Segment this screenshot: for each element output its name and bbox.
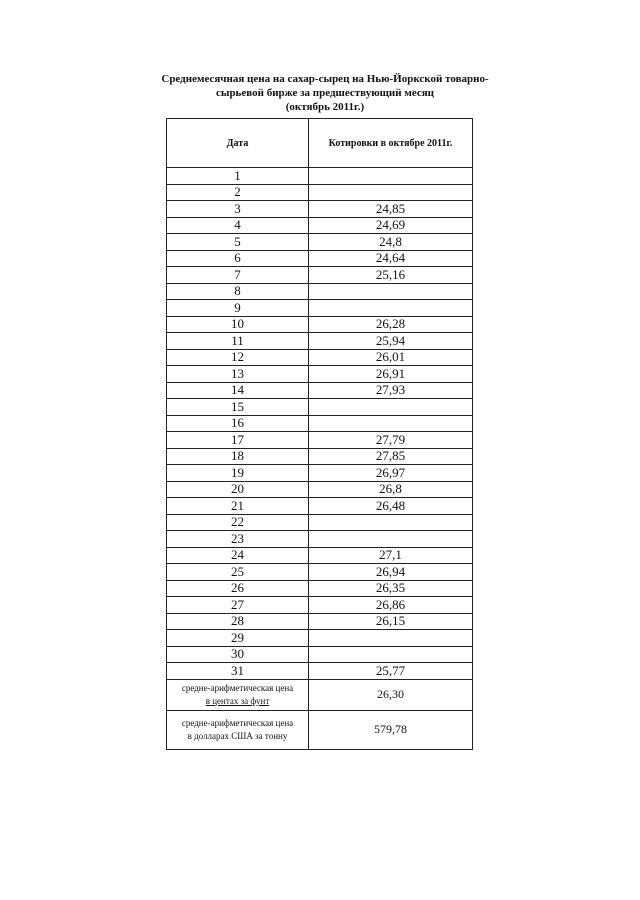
day-cell: 30: [167, 646, 309, 663]
table-row: [167, 547, 473, 564]
day-cell: 24: [167, 547, 309, 564]
summary-label-dollars: [167, 710, 309, 749]
day-cell: 3: [167, 201, 309, 218]
quote-cell: 25,77: [309, 663, 473, 680]
quote-cell: 25,16: [309, 267, 473, 284]
quote-cell: 26,94: [309, 564, 473, 581]
table-row: [167, 201, 473, 218]
day-cell: 28: [167, 613, 309, 630]
day-cell: 19: [167, 465, 309, 482]
table-row: [167, 217, 473, 234]
day-cell: 25: [167, 564, 309, 581]
day-cell: 17: [167, 432, 309, 449]
table-row: [167, 300, 473, 317]
quote-cell: [309, 630, 473, 647]
title-line-3: (октябрь 2011г.): [285, 101, 365, 113]
day-cell: 1: [167, 168, 309, 185]
table-row: [167, 498, 473, 515]
quote-cell: 26,28: [309, 316, 473, 333]
day-cell: 23: [167, 531, 309, 548]
summary-row-cents: [167, 679, 473, 710]
quote-cell: [309, 399, 473, 416]
quote-cell: 24,85: [309, 201, 473, 218]
quote-cell: 27,79: [309, 432, 473, 449]
day-cell: 13: [167, 366, 309, 383]
day-cell: 31: [167, 663, 309, 680]
summary-label-cents-line1: средне-арифметическая цена: [181, 682, 294, 693]
quotes-table: [166, 118, 473, 750]
table-row: [167, 531, 473, 548]
quote-cell: 24,64: [309, 250, 473, 267]
day-cell: 15: [167, 399, 309, 416]
summary-label-cents-line2: в центах за фунт: [205, 695, 270, 706]
day-cell: 29: [167, 630, 309, 647]
quote-cell: 24,69: [309, 217, 473, 234]
table-body: [167, 168, 473, 750]
day-cell: 12: [167, 349, 309, 366]
day-cell: 10: [167, 316, 309, 333]
day-cell: 22: [167, 514, 309, 531]
quote-cell: 24,8: [309, 234, 473, 251]
day-cell: 6: [167, 250, 309, 267]
summary-value-dollars: 579,78: [309, 710, 473, 749]
quote-cell: [309, 646, 473, 663]
day-cell: 16: [167, 415, 309, 432]
quote-cell: 26,35: [309, 580, 473, 597]
day-cell: 2: [167, 184, 309, 201]
summary-label-dollars-line1: средне-арифметическая цена: [181, 717, 294, 728]
quote-cell: 26,48: [309, 498, 473, 515]
quote-cell: 27,1: [309, 547, 473, 564]
table-row: [167, 349, 473, 366]
table-row: [167, 448, 473, 465]
title-line-2: сырьевой бирже за предшествующий месяц: [215, 87, 435, 99]
table-header-row: [167, 119, 473, 168]
quote-cell: 25,94: [309, 333, 473, 350]
quote-cell: 26,15: [309, 613, 473, 630]
table-row: [167, 597, 473, 614]
table-row: [167, 366, 473, 383]
table-row: [167, 630, 473, 647]
table-row: [167, 465, 473, 482]
table-row: [167, 283, 473, 300]
document-title: [140, 72, 510, 114]
quote-cell: 26,01: [309, 349, 473, 366]
day-cell: 14: [167, 382, 309, 399]
quote-cell: 26,8: [309, 481, 473, 498]
quote-cell: [309, 300, 473, 317]
quote-cell: 27,93: [309, 382, 473, 399]
day-cell: 4: [167, 217, 309, 234]
day-cell: 27: [167, 597, 309, 614]
quote-cell: 26,86: [309, 597, 473, 614]
quote-cell: [309, 531, 473, 548]
summary-value-cents: 26,30: [309, 679, 473, 710]
table-row: [167, 564, 473, 581]
table-row: [167, 184, 473, 201]
summary-row-dollars: [167, 710, 473, 749]
table-row: [167, 333, 473, 350]
table-row: [167, 481, 473, 498]
table-row: [167, 613, 473, 630]
quote-cell: [309, 415, 473, 432]
day-cell: 20: [167, 481, 309, 498]
header-date: Дата: [167, 119, 309, 168]
header-quotes: Котировки в октябре 2011г.: [309, 119, 473, 168]
table-row: [167, 382, 473, 399]
table-row: [167, 514, 473, 531]
day-cell: 9: [167, 300, 309, 317]
table-row: [167, 580, 473, 597]
table-row: [167, 316, 473, 333]
title-line-1: Среднемесячная цена на сахар-сырец на Нью-Йоркской товарно-: [161, 73, 489, 85]
table-row: [167, 234, 473, 251]
table-row: [167, 646, 473, 663]
day-cell: 11: [167, 333, 309, 350]
day-cell: 21: [167, 498, 309, 515]
table-row: [167, 267, 473, 284]
table-row: [167, 415, 473, 432]
table-row: [167, 250, 473, 267]
table-row: [167, 168, 473, 185]
day-cell: 18: [167, 448, 309, 465]
table-row: [167, 399, 473, 416]
quote-cell: [309, 184, 473, 201]
quote-cell: [309, 168, 473, 185]
day-cell: 7: [167, 267, 309, 284]
table-row: [167, 663, 473, 680]
summary-label-cents: [167, 679, 309, 710]
day-cell: 26: [167, 580, 309, 597]
summary-label-dollars-line2: в долларах США за тонну: [187, 730, 288, 741]
day-cell: 5: [167, 234, 309, 251]
table-row: [167, 432, 473, 449]
day-cell: 8: [167, 283, 309, 300]
quote-cell: [309, 283, 473, 300]
quote-cell: 26,97: [309, 465, 473, 482]
quote-cell: 26,91: [309, 366, 473, 383]
quote-cell: [309, 514, 473, 531]
quote-cell: 27,85: [309, 448, 473, 465]
